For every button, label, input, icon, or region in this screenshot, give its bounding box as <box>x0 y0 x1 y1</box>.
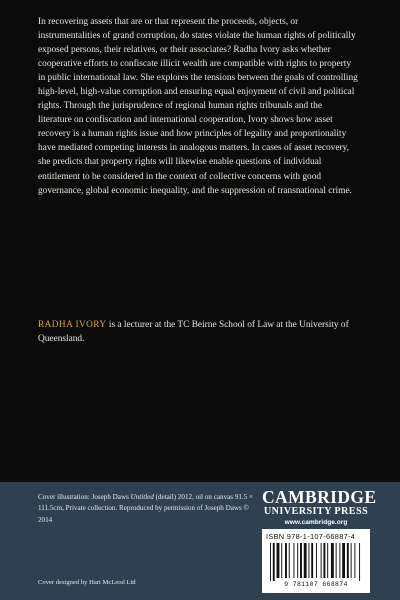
barcode-digits: 9 781107 668874 <box>284 581 348 588</box>
author-name: RADHA IVORY <box>38 320 107 330</box>
credit-prefix: Cover illustration: Joseph Daws <box>38 493 131 501</box>
author-bio <box>38 318 358 346</box>
credit-details: (detail) 2012, oil on canvas 91.5 × 111.5cm, Private collection. Reproduced by permission of Joseph Daws © 2014 <box>38 493 254 524</box>
cover-illustration-credit <box>38 492 256 526</box>
publisher-url: www.cambridge.org <box>284 519 348 526</box>
footer-panel <box>0 482 400 600</box>
author-bio-text: is a lecturer at the TC Beirne School of Law at the University of Queensland. <box>38 320 349 345</box>
publisher-logo <box>262 487 377 527</box>
barcode-icon <box>270 543 362 581</box>
publisher-name-top: CAMBRIDGE <box>262 487 377 507</box>
isbn-label: ISBN 978-1-107-66887-4 <box>266 532 356 541</box>
artwork-title: Untitled <box>130 493 154 501</box>
publisher-name-bottom: UNIVERSITY PRESS <box>263 506 369 517</box>
cover-blurb: In recovering assets that are or that represent the proceeds, objects, or instrumentalities of grand corruption, do states violate the human rights of politically exposed persons, their relatives, or their associates? Radha Ivory asks whether cooperative efforts to confiscate illicit wealth are compatible with rights to property in public international law. She explores the tensions between the goals of controlling high-level, high-value corruption and ensuring equal enjoyment of civil and political rights. Through the jurisprudence of regional human rights tribunals and the literature on confiscation and international cooperation, Ivory shows how asset recovery is a human rights issue and how principles of legality and proportionality have mediated competing interests in analogous matters. In cases of asset recovery, she predicts that property rights will likewise enable questions of individual entitlement to be considered in the context of collective concerns with good governance, global economic inequality, and the suppression of transnational crime. <box>38 17 358 196</box>
cover-designer-credit: Cover designed by Hart McLeod Ltd <box>38 579 136 586</box>
isbn-barcode-panel <box>262 529 370 593</box>
